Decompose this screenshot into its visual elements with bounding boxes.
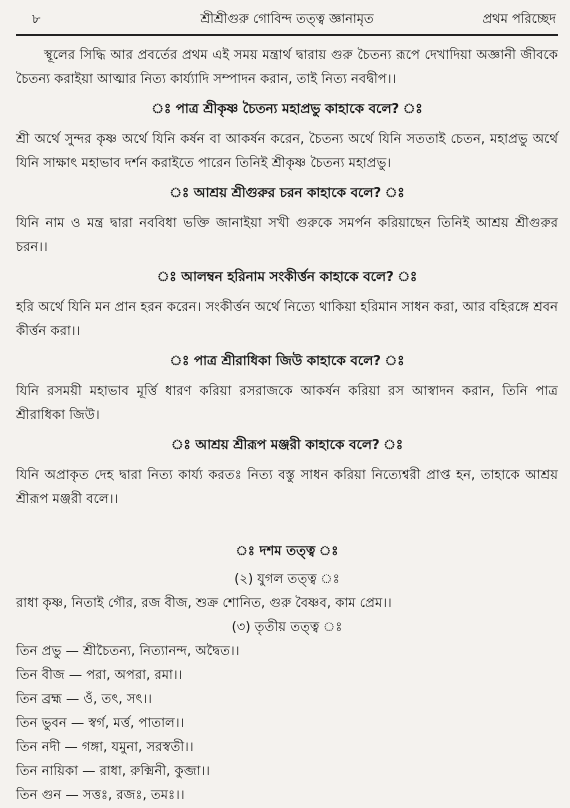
answer-paragraph: হরি অর্থে যিনি মন প্রান হরন করেন। সংকীর্ত্তন অর্থে নিত্যে থাকিয়া হরিমান সাধন করা, আর বহিরঙ্গে শ্রবন কীর্ত্তন করা।।	[16, 300, 558, 339]
question-heading: ঃ আশ্রয় শ্রীগুরুর চরন কাহাকে বলে? ঃ	[169, 186, 405, 201]
tritiya-item: তিন ব্রহ্ম — ওঁ, তৎ, সৎ।।	[16, 692, 153, 707]
answer-paragraph: যিনি রসময়ী মহাভাব মূর্ত্তি ধারণ করিয়া রসরাজকে আকর্ষন করিয়া রস আস্বাদন করান, তিনি পাত্র শ্রীরাধিকা জিউ।	[16, 384, 558, 423]
chapter-title: প্রথম পরিচ্ছেদ	[482, 12, 556, 27]
page-number: ৮	[32, 12, 41, 27]
question-heading: ঃ আশ্রয় শ্রীরূপ মঞ্জরী কাহাকে বলে? ঃ	[171, 438, 403, 453]
tritiya-heading: (৩) তৃতীয় তত্ত্ব ঃ	[231, 620, 343, 635]
question-heading: ঃ পাত্র শ্রীকৃষ্ণ চৈতন্য মহাপ্রভু কাহাকে বলে? ঃ	[151, 102, 423, 117]
tattva-title: ঃ দশম তত্ত্ব ঃ	[235, 544, 339, 559]
yugal-line: রাধা কৃষ্ণ, নিতাই গৌর, রজ বীজ, শুক্র শোনিত, গুরু বৈষ্ণব, কাম প্রেম।।	[16, 596, 392, 611]
question-heading: ঃ পাত্র শ্রীরাধিকা জিউ কাহাকে বলে? ঃ	[169, 354, 405, 369]
tritiya-item: তিন ভুবন — স্বর্গ, মর্ত্ত, পাতাল।।	[16, 716, 185, 731]
question-heading: ঃ আলম্বন হরিনাম সংকীর্ত্তন কাহাকে বলে? ঃ	[156, 270, 418, 285]
answer-paragraph: যিনি নাম ও মন্ত্র দ্বারা নববিধা ভক্তি জানাইয়া সখী গুরুকে সমর্পন করিয়াছেন তিনিই আশ্রয় শ্রীগুরুর চরন।।	[16, 216, 558, 255]
tritiya-item: তিন নদী — গঙ্গা, যমুনা, সরস্বতী।।	[16, 740, 194, 755]
tritiya-item: তিন নায়িকা — রাধা, রুক্মিনী, কুব্জা।।	[16, 764, 211, 779]
header-rule	[16, 34, 558, 36]
tritiya-item: তিন গুন — সত্তঃ, রজঃ, তমঃ।।	[16, 788, 185, 803]
book-title: শ্রীশ্রীগুরু গোবিন্দ তত্ত্ব জ্ঞানামৃত	[200, 12, 374, 27]
page-body	[16, 44, 558, 808]
page-header	[18, 10, 556, 32]
yugal-heading: (২) যুগল তত্ত্ব ঃ	[234, 572, 340, 587]
tritiya-item: তিন বীজ — পরা, অপরা, রমা।।	[16, 668, 183, 683]
intro-paragraph: স্থূলের সিদ্ধি আর প্রবর্তের প্রথম এই সময় মন্ত্রার্থ দ্বারায় গুরু চৈতন্য রূপে দেখাদিয়া অজ্ঞানী জীবকে চৈতন্য করাইয়া আত্মার নিত্য কার্য্যাদি সম্পাদন করান, তাই নিত্য নবদ্বীপ।।	[16, 48, 558, 87]
answer-paragraph: শ্রী অর্থে সুন্দর কৃষ্ণ অর্থে যিনি কর্ষন বা আকর্ষন করেন, চৈতন্য অর্থে যিনি সততাই চেতন, মহাপ্রভু অর্থে যিনি সাক্ষাৎ মহাভাব দর্শন করাইতে পারেন তিনিই শ্রীকৃষ্ণ চৈতন্য মহাপ্রভু।	[16, 132, 558, 171]
tritiya-item: তিন প্রভু — শ্রীচৈতন্য, নিত্যানন্দ, অদ্বৈত।।	[16, 644, 240, 659]
answer-paragraph: যিনি অপ্রাকৃত দেহ দ্বারা নিত্য কার্য্য করতঃ নিত্য বস্তু সাধন করিয়া নিত্যেশ্বরী প্রাপ্ত হন, তাহাকে আশ্রয় শ্রীরূপ মঞ্জরী বলে।।	[16, 468, 558, 507]
